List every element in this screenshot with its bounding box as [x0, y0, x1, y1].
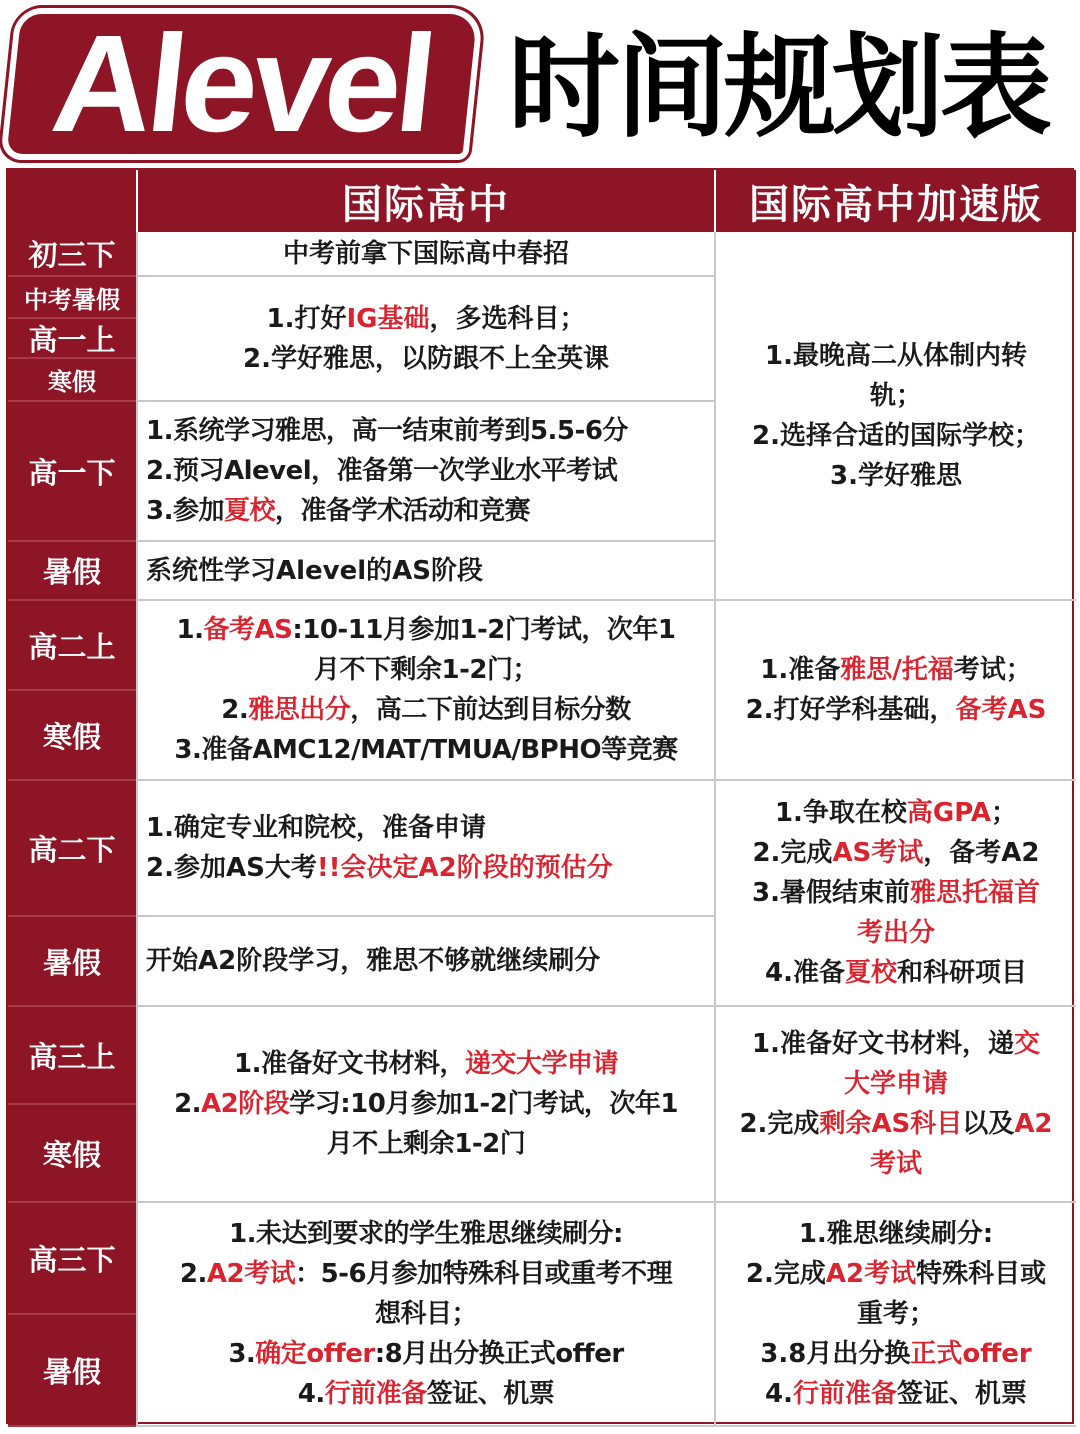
text-run: 4.准备: [765, 958, 845, 988]
highlight-text: 雅思出分: [248, 695, 351, 725]
text-line: [146, 491, 530, 531]
text-line: [765, 336, 1027, 376]
period-label: 暑假: [8, 1315, 136, 1427]
text-run: 1.打好: [266, 303, 347, 334]
text-run: 3.学好雅思: [830, 460, 962, 491]
highlight-text: 大学申请: [843, 1069, 948, 1099]
text-line: [775, 793, 1017, 833]
text-run: 1.争取在校: [774, 798, 907, 828]
period-label: 暑假: [8, 917, 136, 1007]
text-line: [267, 299, 586, 339]
period-label: 高三下: [8, 1203, 136, 1315]
text-run: 3.暑假结束前: [752, 878, 910, 908]
text-run: 签证、机票: [426, 1379, 555, 1409]
highlight-text: A2阶段: [201, 1089, 290, 1119]
highlight-text: A2: [1014, 1109, 1053, 1139]
text-line: [234, 1044, 618, 1084]
highlight-text: AS考试: [832, 838, 924, 868]
text-run: 1.准备: [760, 655, 841, 685]
text-run: 2.参加AS大考: [146, 853, 317, 883]
corner-cell: [8, 170, 136, 232]
text-line: [229, 1214, 623, 1254]
text-run: 4.: [765, 1379, 793, 1409]
period-label: 寒假: [8, 691, 136, 781]
text-run: 1.雅思继续刷分:: [798, 1219, 994, 1249]
text-run: 3.准备AMC12/MAT/TMUA/BPHO等竞赛: [174, 735, 678, 765]
highlight-text: 雅思/托福: [840, 655, 954, 685]
page-title: 时间规划表: [508, 23, 1048, 153]
text-run: 3.参加: [146, 496, 224, 526]
text-line: [760, 1334, 1031, 1374]
highlight-text: !!会决定A2阶段的预估分: [316, 853, 613, 883]
text-line: [327, 1124, 525, 1164]
plan-cell-accelerated: [714, 232, 1076, 601]
text-line: [752, 1024, 1040, 1064]
text-line: [146, 808, 486, 848]
text-run: 月不下剩余1-2门；: [314, 655, 538, 685]
text-line: [752, 416, 1040, 456]
text-run: 重考；: [856, 1299, 935, 1329]
highlight-text: 交: [1013, 1029, 1040, 1059]
highlight-text: 递交大学申请: [464, 1049, 618, 1079]
text-run: ：5-6月参加特殊科目或重考不理: [295, 1259, 673, 1289]
text-line: [752, 873, 1040, 913]
text-run: 2.完成: [745, 1259, 826, 1289]
text-run: ，高二下前达到目标分数: [350, 695, 631, 725]
text-run: 系统性学习Alevel的AS阶段: [146, 555, 484, 586]
text-run: 2.完成: [752, 838, 833, 868]
period-label: 高一上: [8, 319, 136, 359]
text-run: 2.: [221, 695, 249, 725]
highlight-text: 夏校: [223, 496, 275, 526]
text-line: [739, 1104, 1052, 1144]
text-run: 以及: [962, 1109, 1015, 1139]
text-line: [857, 1294, 935, 1334]
text-run: ；: [991, 798, 1018, 828]
text-line: [765, 1374, 1027, 1414]
period-label: 高二下: [8, 781, 136, 917]
text-line: [857, 913, 935, 953]
text-run: 1.未达到要求的学生雅思继续刷分:: [229, 1219, 623, 1249]
highlight-text: 剩余AS科目: [819, 1109, 963, 1139]
highlight-text: 考试: [869, 1149, 922, 1179]
highlight-text: 高GPA: [906, 798, 992, 828]
text-run: :10-11月参加1-2门考试，次年1: [292, 615, 676, 645]
text-line: [298, 1374, 555, 1414]
highlight-text: 行前准备: [792, 1379, 897, 1409]
text-run: 2.学好雅思，以防跟不上全英课: [243, 343, 609, 374]
text-line: [746, 690, 1047, 730]
highlight-text: 正式offer: [910, 1339, 1032, 1369]
text-run: 签证、机票: [896, 1379, 1027, 1409]
period-label: 寒假: [8, 359, 136, 402]
plan-cell: [136, 542, 714, 601]
highlight-text: A2考试: [206, 1259, 296, 1289]
period-label: 高二上: [8, 601, 136, 691]
text-run: 2.: [174, 1089, 202, 1119]
highlight-text: 备考AS: [203, 615, 293, 645]
text-line: [174, 1084, 678, 1124]
text-line: [221, 690, 631, 730]
text-line: [146, 941, 600, 981]
text-run: 月不上剩余1-2门: [326, 1129, 526, 1159]
text-line: [752, 833, 1039, 873]
text-run: 3.8月出分换: [760, 1339, 911, 1369]
text-run: 考试；: [953, 655, 1032, 685]
plan-cell-accelerated: [714, 1007, 1076, 1203]
text-line: [177, 610, 676, 650]
text-run: 1.准备好文书材料，: [234, 1049, 465, 1079]
header: [0, 0, 1080, 168]
period-label: 寒假: [8, 1105, 136, 1203]
text-run: 1.确定专业和院校，准备申请: [146, 813, 486, 843]
text-line: [799, 1214, 993, 1254]
period-label: 中考暑假: [8, 277, 136, 319]
highlight-text: 夏校: [844, 958, 897, 988]
text-run: ，备考A2: [923, 838, 1040, 868]
plan-cell-accelerated: [714, 1203, 1076, 1427]
plan-cell: [136, 402, 714, 542]
highlight-text: 雅思托福首: [909, 878, 1040, 908]
plan-cell: [136, 917, 714, 1007]
plan-cell: [136, 232, 714, 277]
text-line: [180, 1254, 672, 1294]
text-line: [243, 339, 609, 379]
text-run: 和科研项目: [896, 958, 1027, 988]
highlight-text: 确定offer: [255, 1339, 375, 1369]
plan-cell: [136, 601, 714, 781]
plan-cell-accelerated: [714, 781, 1076, 1007]
alevel-logo: Alevel: [0, 8, 484, 160]
period-label: 暑假: [8, 542, 136, 601]
period-label: 高一下: [8, 402, 136, 542]
text-run: 中考前拿下国际高中春招: [282, 238, 569, 269]
text-line: [765, 953, 1027, 993]
text-line: [870, 1144, 922, 1184]
text-run: 开始A2阶段学习，雅思不够就继续刷分: [146, 946, 601, 976]
text-line: [314, 650, 538, 690]
text-run: 3.: [228, 1339, 256, 1369]
plan-cell: [136, 277, 714, 402]
period-label: 初三下: [8, 232, 136, 277]
highlight-text: 备考AS: [955, 695, 1047, 725]
text-run: 2.选择合适的国际学校；: [752, 420, 1040, 451]
text-run: 想科目；: [374, 1299, 477, 1329]
highlight-text: 行前准备: [324, 1379, 427, 1409]
text-line: [228, 1334, 623, 1374]
highlight-text: 考出分: [856, 918, 935, 948]
text-run: 2.打好学科基础，: [745, 695, 956, 725]
text-line: [146, 551, 483, 591]
text-line: [844, 1064, 948, 1104]
text-run: 1.最晚高二从体制内转: [765, 340, 1027, 371]
text-run: 2.预习Alevel，准备第一次学业水平考试: [146, 456, 618, 486]
highlight-text: A2考试: [825, 1259, 917, 1289]
text-run: 轨；: [869, 380, 922, 411]
text-line: [174, 730, 677, 770]
text-run: 1.系统学习雅思，高一结束前考到5.5-6分: [146, 416, 628, 446]
text-run: 4.: [297, 1379, 325, 1409]
text-line: [746, 1254, 1046, 1294]
text-line: [146, 848, 613, 888]
col-header-accelerated: 国际高中加速版: [714, 170, 1076, 232]
text-run: 2.完成: [739, 1109, 820, 1139]
text-line: [375, 1294, 477, 1334]
plan-cell: [136, 781, 714, 917]
text-run: ，多选科目；: [429, 303, 586, 334]
col-header-standard: 国际高中: [136, 170, 714, 232]
text-run: :8月出分换正式offer: [374, 1339, 624, 1369]
text-line: [146, 451, 617, 491]
text-line: [760, 650, 1031, 690]
text-line: [830, 456, 962, 496]
text-run: 1.准备好文书材料，递: [752, 1029, 1014, 1059]
text-run: 2.: [179, 1259, 207, 1289]
highlight-text: IG基础: [346, 303, 430, 334]
plan-cell: [136, 1007, 714, 1203]
plan-cell: [136, 1203, 714, 1427]
text-run: ，准备学术活动和竞赛: [274, 496, 530, 526]
text-run: 学习:10月参加1-2门考试，次年1: [289, 1089, 678, 1119]
text-run: 1.: [176, 615, 204, 645]
text-run: 特殊科目或: [916, 1259, 1047, 1289]
period-label: 高三上: [8, 1007, 136, 1105]
text-line: [283, 234, 569, 274]
plan-cell-accelerated: [714, 601, 1076, 781]
text-line: [146, 411, 628, 451]
schedule-table: [6, 168, 1074, 1424]
text-line: [870, 376, 922, 416]
